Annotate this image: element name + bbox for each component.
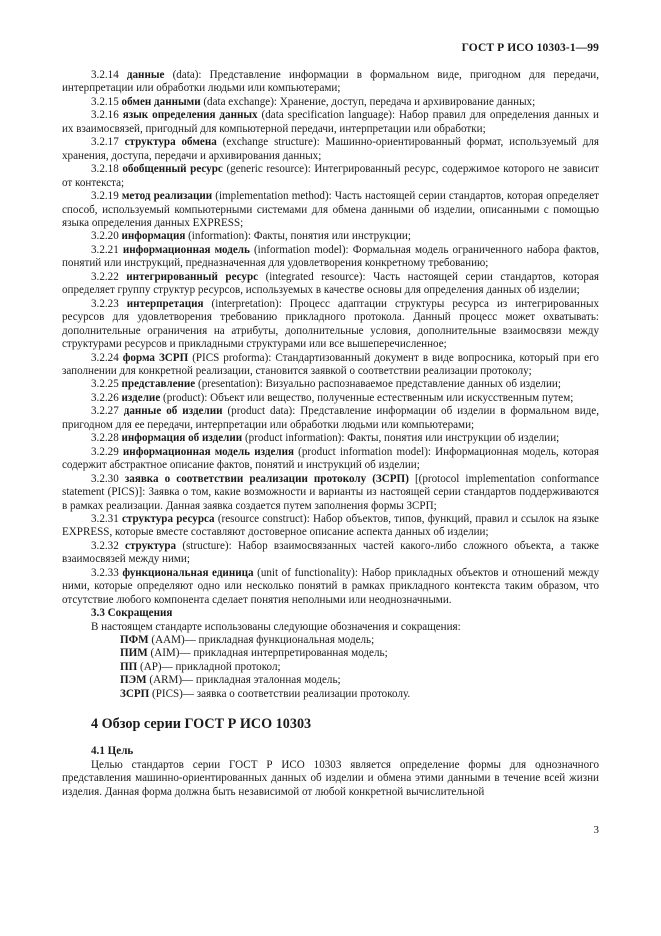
- abbreviation-code: ПФМ: [120, 634, 149, 647]
- definition-text: (structure): Набор взаимосвязанных частей какого-либо сложного объекта, а также взаимосвязей между ними;: [62, 539, 599, 566]
- definition-number: 3.2.29: [91, 445, 119, 458]
- definition-text: (generic resource): Интегрированный ресурс, содержимое которого не зависит от контекста;: [62, 163, 599, 189]
- abbreviation-item: [62, 688, 599, 701]
- definition-term: язык определения данных: [122, 109, 258, 122]
- definition-text: (information model): Формальная модель ограниченного набора фактов, понятий или инструкций, предназначенная для удовлетворения конкретному требованию;: [62, 243, 599, 270]
- definition-item: [62, 567, 599, 607]
- definition-number: 3.2.33: [91, 566, 119, 579]
- definition-number: 3.2.20: [91, 230, 119, 243]
- abbreviation-text: (PICS)— заявка о соответствии реализации протоколу.: [149, 687, 411, 700]
- definitions-list: [62, 69, 599, 607]
- definition-term: интегрированный ресурс: [126, 270, 259, 283]
- abbreviation-text: (ARM)— прикладная эталонная модель;: [146, 674, 341, 687]
- definition-term: информация: [121, 230, 186, 243]
- abbreviation-item: [62, 661, 599, 674]
- definition-number: 3.2.32: [91, 539, 119, 552]
- abbreviation-text: (AAM)— прикладная функциональная модель;: [148, 634, 375, 647]
- definition-term: структура ресурса: [121, 512, 215, 525]
- definition-number: 3.2.21: [91, 243, 119, 256]
- abbreviation-code: ПП: [120, 660, 138, 673]
- definition-term: интерпретация: [126, 297, 204, 310]
- definition-text: (product data): Представление информации об изделии в формальном виде, пригодном для ее передачи, интерпретации или обработки людьми или компьютерами;: [62, 405, 599, 431]
- definition-number: 3.2.25: [91, 378, 119, 391]
- definition-term: информационная модель изделия: [122, 445, 295, 458]
- section-paragraph: Целью стандартов серии ГОСТ Р ИСО 10303 является определение формы для однозначного представления машинно-ориентированных данных об изделии и обмена этими данными в течение всей жизни изделия. Данная форма должна быть независимой от любой конкретной вычислительной: [62, 758, 599, 798]
- abbreviations-list: [62, 634, 599, 701]
- definition-term: информация об изделии: [121, 432, 243, 445]
- definition-text: (unit of functionality): Набор прикладных объектов и отношений между ними, которые определяют одно или несколько понятий в рамках прикладного контекста таким образом, что отсутствие любого компонента сделает понятия неполными или неоднозначными.: [62, 566, 600, 606]
- definition-number: 3.2.30: [91, 472, 119, 485]
- definition-item: [62, 244, 599, 271]
- definition-term: изделие: [121, 391, 161, 404]
- definition-number: 3.2.27: [91, 405, 119, 418]
- definition-item: [62, 540, 599, 567]
- definition-item: [62, 405, 599, 432]
- page-content: [62, 69, 599, 799]
- definition-item: [62, 513, 599, 540]
- definition-text: (exchange structure): Машинно-ориентированный формат, используемый для хранения, доступа, передачи и архивирования данных;: [62, 136, 599, 162]
- definition-term: структура: [125, 539, 177, 552]
- definition-number: 3.2.26: [91, 391, 119, 404]
- abbreviation-code: ПЭМ: [120, 674, 147, 687]
- definition-term: метод реализации: [121, 190, 213, 203]
- abbreviations-intro: В настоящем стандарте использованы следующие обозначения и сокращения:: [91, 620, 461, 633]
- definition-item: [62, 378, 599, 391]
- abbreviation-item: [62, 634, 599, 647]
- definition-text: (interpretation): Процесс адаптации структуры ресурса из интегрированных ресурсов для удовлетворения требованию прикладного протокола. Данный процесс может охватывать: дополнительные ограничения на атрибуты, дополнительные условия, дополнительные взаимосвязи между структурами ресурсов и прикладными структурами или все вышеперечисленное;: [62, 297, 600, 351]
- abbreviation-text: (AIM)— прикладная интерпретированная модель;: [147, 647, 388, 660]
- definition-text: (product information model): Информационная модель, которая содержит абстрактное описание фактов, понятий и инструкций об изделии;: [62, 445, 599, 472]
- abbreviation-item: [62, 674, 599, 687]
- definition-number: 3.2.16: [91, 109, 119, 122]
- page-number: 3: [593, 824, 599, 836]
- definition-item: [62, 96, 599, 109]
- definition-text: (integrated resource): Часть настоящей серии стандартов, которая определяет группу структур ресурсов, используемых в качестве основы для определения данных об изделии;: [62, 270, 599, 297]
- definition-item: [62, 432, 599, 445]
- definition-text: (implementation method): Часть настоящей серии стандартов, которая определяет способ, используемый компьютерными системами для обмена данными об изделии, описанными с помощью языка определения данных EXPRESS;: [62, 190, 599, 229]
- definition-item: [62, 109, 599, 136]
- definition-item: [62, 271, 599, 298]
- definition-term: заявка о соответствии реализации протоколу (ЗСРП): [124, 472, 409, 485]
- definition-item: [62, 190, 599, 230]
- abbreviation-code: ЗСРП: [120, 687, 150, 700]
- definition-term: структура обмена: [124, 136, 217, 149]
- definition-number: 3.2.17: [91, 136, 119, 149]
- definition-number: 3.2.31: [91, 512, 119, 525]
- definition-item: [62, 230, 599, 243]
- running-header: ГОСТ Р ИСО 10303-1—99: [461, 42, 599, 54]
- definition-term: обмен данными: [121, 95, 201, 108]
- definition-term: информационная модель: [122, 243, 250, 256]
- definition-number: 3.2.23: [91, 297, 119, 310]
- definition-number: 3.2.22: [91, 270, 119, 283]
- definition-item: [62, 69, 599, 96]
- definition-text: (PICS proforma): Стандартизованный документ в виде вопросника, который при его заполнении для конкретной реализации, становится заявкой о соответствии реализации протоколу;: [62, 351, 599, 377]
- section-title: 4 Обзор серии ГОСТ Р ИСО 10303: [91, 716, 312, 733]
- definition-text: (resource construct): Набор объектов, типов, функций, правил и ссылок на языке EXPRESS, которые вместе составляют достоверное описание аспекта данных об изделии;: [62, 512, 599, 539]
- definition-term: представление: [121, 378, 196, 391]
- definition-text: (information): Факты, понятия или инструкции;: [185, 230, 411, 243]
- definition-term: форма ЗСРП: [122, 351, 189, 364]
- definition-term: данные: [126, 69, 165, 81]
- definition-item: [62, 136, 599, 163]
- definition-number: 3.2.24: [91, 351, 119, 364]
- definition-text: (data): Представление информации в формальном виде, пригодном для передачи, интерпретации или обработки людьми или компьютерами;: [62, 69, 599, 95]
- definition-text: (data exchange): Хранение, доступ, передача и архивирование данных;: [200, 95, 536, 108]
- definition-term: данные об изделии: [123, 405, 223, 418]
- abbreviations-heading: 3.3 Сокращения: [91, 607, 173, 620]
- definition-item: [62, 352, 599, 379]
- abbreviation-item: [62, 647, 599, 660]
- definition-text: (product): Объект или вещество, полученные естественным или искусственным путем;: [160, 391, 574, 404]
- definition-number: 3.2.18: [91, 163, 119, 176]
- definition-text: (product information): Факты, понятия или инструкции об изделии;: [242, 432, 560, 445]
- definition-number: 3.2.14: [91, 69, 119, 81]
- definition-item: [62, 446, 599, 473]
- definition-term: обобщенный ресурс: [122, 163, 223, 176]
- definition-item: [62, 163, 599, 190]
- definition-number: 3.2.19: [91, 190, 119, 203]
- definition-text: [(protocol implementation conformance statement (PICS)]: Заявка о том, какие возможности и варианты из настоящей серии стандартов поддерживаются в рамках реализации. Данная заявка создается путем заполнения формы ЗСРП;: [62, 472, 599, 512]
- definition-term: функциональная единица: [122, 566, 254, 579]
- definition-item: [62, 298, 599, 352]
- definition-item: [62, 473, 599, 513]
- definition-number: 3.2.28: [91, 432, 119, 445]
- definition-text: (data specification language): Набор правил для определения данных и их взаимосвязей, пригодный для компьютерной передачи, интерпретации или обработки;: [62, 109, 599, 135]
- subsection-heading: 4.1 Цель: [91, 745, 134, 758]
- definition-text: (presentation): Визуально распознаваемое представление данных об изделии;: [195, 378, 561, 391]
- definition-item: [62, 392, 599, 405]
- definition-number: 3.2.15: [91, 95, 119, 108]
- abbreviation-text: (AP)— прикладной протокол;: [137, 660, 281, 673]
- abbreviation-code: ПИМ: [120, 647, 148, 660]
